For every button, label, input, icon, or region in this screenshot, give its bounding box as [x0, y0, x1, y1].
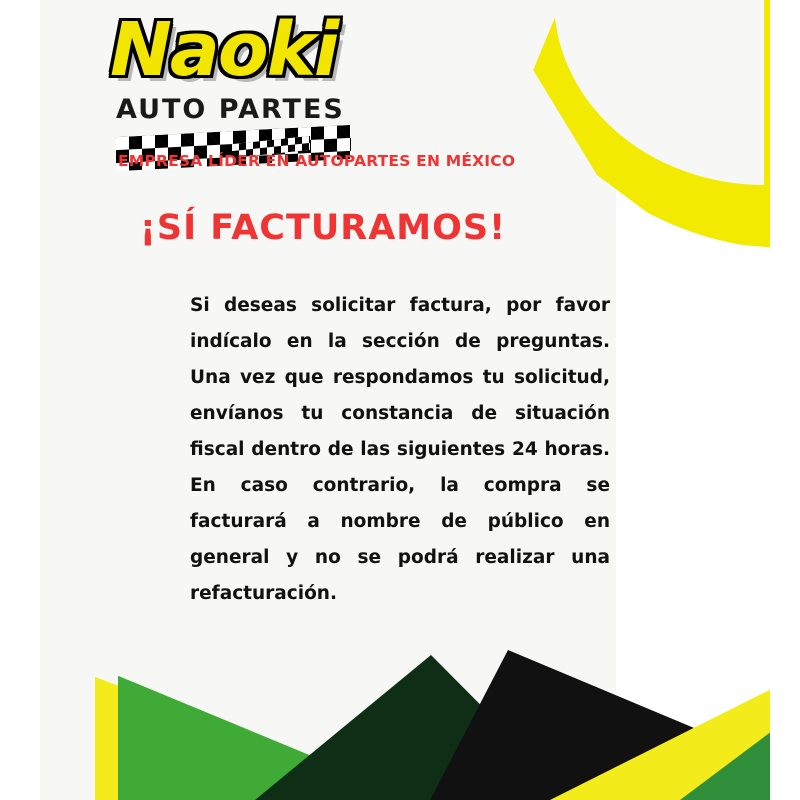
- body-paragraph: Si deseas solicitar factura, por favor indícalo en la sección de preguntas. Una vez que respondamos tu solicitud, envíanos tu constancia de situación fiscal dentro de las siguientes 24 horas. En caso contrario, la compra se facturará a nombre de público en general y no se podrá realizar una refacturación.: [190, 295, 610, 604]
- brand-tagline: EMPRESA LÍDER EN AUTOPARTES EN MÉXICO: [118, 152, 516, 170]
- headline: ¡SÍ FACTURAMOS!: [139, 208, 507, 248]
- brand-name: Naoki: [110, 7, 338, 93]
- brand-subtitle: AUTO PARTES: [116, 94, 345, 125]
